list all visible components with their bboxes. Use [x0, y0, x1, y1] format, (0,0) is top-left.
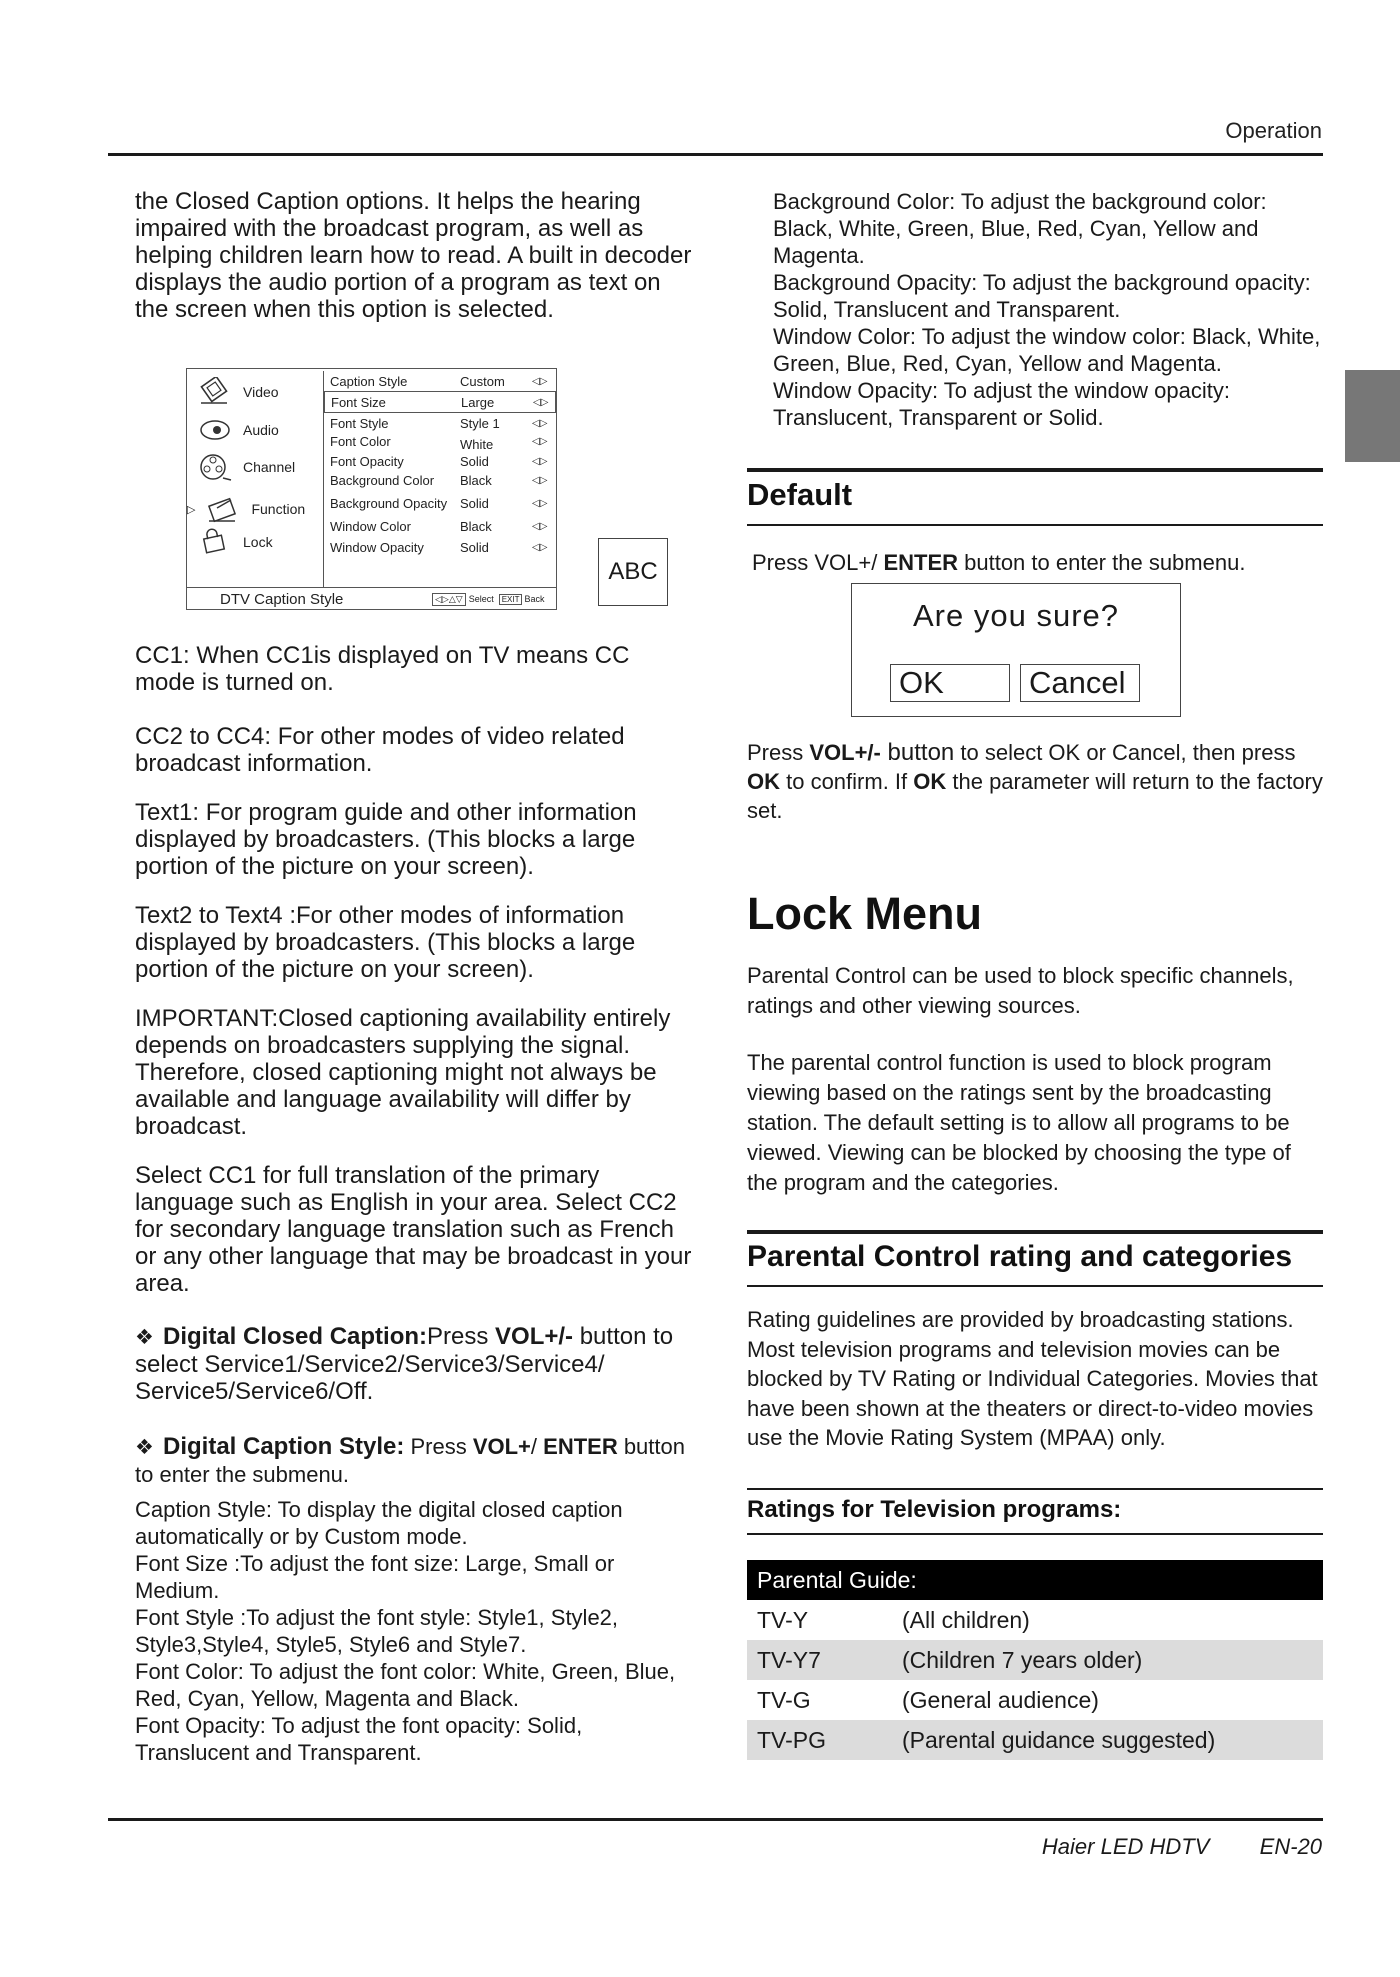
- setting-value: White: [460, 436, 494, 452]
- section-title: Operation: [1225, 118, 1322, 143]
- left-body: [135, 642, 695, 1766]
- key: OK: [747, 769, 780, 794]
- osd-sidebar-label: Audio: [243, 422, 279, 438]
- left-right-arrows-icon: ◁▷: [532, 435, 548, 447]
- paragraph: CC1: When CC1is displayed on TV means CC mode is turned on.: [135, 642, 630, 696]
- setting-name: Font Size: [331, 394, 386, 410]
- osd-footer-title: DTV Caption Style: [220, 590, 344, 608]
- rating-desc: (General audience): [902, 1686, 1099, 1713]
- osd-setting-row: [324, 493, 554, 513]
- setting-name: Caption Style: [330, 373, 408, 389]
- setting-value: Large: [461, 394, 495, 410]
- left-right-arrows-icon: ◁▷: [532, 520, 548, 532]
- continued-item: Background Color: To adjust the background color: Black, White, Green, Blue, Red, Cyan, Yellow and Magenta.: [773, 189, 1267, 268]
- left-right-arrows-icon: ◁▷: [532, 474, 548, 486]
- confirm-dialog: [851, 583, 1181, 717]
- osd-setting-row: [324, 371, 554, 391]
- confirm-paragraph: [747, 738, 1323, 825]
- default-enter: ENTER: [883, 550, 959, 575]
- item-key: VOL+: [472, 1434, 531, 1459]
- cancel-button[interactable]: Cancel: [1020, 664, 1140, 702]
- left-right-arrows-icon: ◁▷: [532, 417, 548, 429]
- paragraph: IMPORTANT:Closed captioning availability entirely depends on broadcasters supplying the signal. Therefore, closed captioning might not always be available and language availability will differ by broadcast.: [135, 1005, 671, 1140]
- text: Press: [747, 740, 810, 765]
- osd-setting-row: [324, 451, 554, 471]
- right-continued: [773, 188, 1323, 431]
- paragraph: Text1: For program guide and other information displayed by broadcasters. (This blocks a large portion of the picture on your screen).: [135, 799, 637, 880]
- rating-code: TV-G: [757, 1686, 811, 1713]
- diamond-bullet-icon: ❖: [135, 1326, 154, 1349]
- setting-name: Window Color: [330, 518, 411, 534]
- ratings-rule-top: [747, 1488, 1323, 1490]
- osd-sidebar-item-lock: [197, 527, 273, 557]
- table-row: [747, 1640, 1323, 1680]
- footer-rule: [108, 1818, 1323, 1821]
- style-subitem: Font Color: To adjust the font color: White, Green, Blue, Red, Cyan, Yellow, Magenta and Black.: [135, 1659, 676, 1711]
- osd-setting-row: [324, 516, 554, 536]
- text: button: [880, 739, 955, 766]
- osd-footer-select: Select: [468, 594, 494, 604]
- rating-code: TV-Y7: [757, 1646, 821, 1673]
- paragraph: Select CC1 for full translation of the primary language such as English in your area. Select CC2 for secondary language translation such as French or any other language that may be broadcast in your area.: [135, 1162, 692, 1297]
- video-icon: [197, 377, 233, 407]
- osd-sidebar-item-function: [187, 494, 305, 524]
- osd-sidebar-label: Function: [251, 501, 306, 517]
- osd-menu: [186, 368, 557, 610]
- setting-value: Black: [460, 518, 492, 534]
- left-right-arrows-icon: ◁▷: [532, 541, 548, 553]
- footer-product: Haier LED HDTV: [1041, 1834, 1210, 1859]
- function-icon: [205, 494, 241, 524]
- item-text: /: [530, 1434, 544, 1459]
- item-label: Digital Caption Style:: [163, 1433, 405, 1460]
- digital-cc-item: [135, 1323, 695, 1405]
- setting-name: Font Style: [330, 415, 389, 431]
- ok-button[interactable]: OK: [890, 664, 1010, 702]
- setting-name: Font Opacity: [330, 453, 404, 469]
- setting-name: Font Color: [330, 433, 391, 449]
- parental-paragraph: Rating guidelines are provided by broadcasting stations. Most television programs and television movies can be blocked by TV Rating or Individual Categories. Movies that have been shown at the theaters or direct-to-video movies use the Movie Rating System (MPAA) only.: [747, 1307, 1318, 1450]
- diamond-bullet-icon: ❖: [135, 1436, 154, 1459]
- item-text: Press: [404, 1434, 473, 1459]
- header-rule: [108, 153, 1323, 156]
- setting-value: Solid: [460, 539, 489, 555]
- rating-code: TV-Y: [757, 1606, 809, 1633]
- default-rest: button to enter the submenu.: [958, 550, 1246, 575]
- osd-sidebar-label: Video: [243, 384, 279, 400]
- item-key: VOL+/-: [495, 1323, 574, 1350]
- osd-sidebar-label: Channel: [243, 459, 296, 475]
- item-text: button to select Service1/Service2/Service3/Service4/ Service5/Service6/Off.: [135, 1323, 674, 1405]
- osd-setting-row: [324, 537, 554, 557]
- osd-sidebar-item-channel: [197, 452, 295, 482]
- style-subitem: Caption Style: To display the digital closed caption automatically or by Custom mode.: [135, 1497, 623, 1549]
- table-row: [747, 1600, 1323, 1640]
- default-heading: Default: [747, 477, 853, 512]
- continued-item: Window Opacity: To adjust the window opacity: Translucent, Transparent or Solid.: [773, 378, 1230, 430]
- style-subitems: [135, 1496, 695, 1766]
- setting-value: Solid: [460, 495, 489, 511]
- ratings-heading: Ratings for Television programs:: [747, 1496, 1122, 1523]
- lock-paragraph-1: Parental Control can be used to block specific channels, ratings and other viewing sources.: [747, 963, 1294, 1018]
- key: VOL+/-: [809, 740, 881, 765]
- lock-menu-heading: Lock Menu: [747, 888, 983, 939]
- caret-right-icon: ▷: [187, 503, 196, 516]
- lock-icon: [197, 527, 233, 557]
- footer-page-number: EN-20: [1259, 1834, 1322, 1859]
- default-rule-bottom: [747, 524, 1323, 526]
- osd-setting-row: [324, 470, 554, 490]
- intro-paragraph: the Closed Caption options. It helps the hearing impaired with the broadcast program, as well as helping children learn how to read. A built in decoder displays the audio portion of a program as text on the screen when this option is selected.: [135, 188, 692, 323]
- osd-setting-row: [324, 431, 554, 451]
- parental-rule-bottom: [747, 1285, 1323, 1287]
- caption-preview: ABC: [598, 538, 668, 606]
- osd-sidebar-item-video: [197, 377, 279, 407]
- left-right-arrows-icon: ◁▷: [532, 497, 548, 509]
- text: to select OK or Cancel, then press: [954, 740, 1296, 765]
- paragraph: Text2 to Text4 :For other modes of information displayed by broadcasters. (This blocks a large portion of the picture on your screen).: [135, 902, 636, 983]
- nav-arrows-icon: ◁▷△▽: [432, 593, 466, 606]
- footer: [1042, 1834, 1322, 1860]
- table-header: Parental Guide:: [747, 1560, 1323, 1600]
- side-tab: [1345, 370, 1400, 462]
- setting-value: Solid: [460, 453, 489, 469]
- table-row: [747, 1720, 1323, 1760]
- ratings-rule-bottom: [747, 1533, 1323, 1535]
- style-subitem: Font Opacity: To adjust the font opacity: Solid, Translucent and Transparent.: [135, 1713, 583, 1765]
- setting-value: Black: [460, 472, 492, 488]
- setting-value: Style 1: [460, 415, 500, 431]
- setting-name: Window Opacity: [330, 539, 424, 555]
- osd-setting-row-selected: [324, 391, 556, 413]
- continued-item: Window Color: To adjust the window color: Black, White, Green, Blue, Red, Cyan, Yellow and Magenta.: [773, 324, 1321, 376]
- style-subitem: Font Size :To adjust the font size: Large, Small or Medium.: [135, 1551, 615, 1603]
- left-right-arrows-icon: ◁▷: [532, 375, 548, 387]
- setting-value: Custom: [460, 373, 505, 389]
- osd-footer-exit: EXIT: [499, 594, 523, 605]
- channel-icon: [197, 452, 233, 482]
- osd-sidebar: [187, 369, 320, 587]
- digital-style-item: [135, 1433, 695, 1488]
- item-text: button to enter the submenu.: [135, 1434, 685, 1487]
- style-subitem: Font Style :To adjust the font style: Style1, Style2, Style3,Style4, Style5, Style6 and Style7.: [135, 1605, 619, 1657]
- parental-guide-table: [747, 1560, 1323, 1760]
- dialog-question: Are you sure?: [913, 598, 1119, 633]
- left-intro: [135, 188, 695, 345]
- parental-heading: Parental Control rating and categories: [747, 1240, 1293, 1273]
- default-rule-top: [747, 468, 1323, 472]
- audio-icon: [197, 415, 233, 445]
- item-label: Digital Closed Caption:: [163, 1323, 427, 1350]
- osd-settings: [323, 371, 554, 587]
- rating-code: TV-PG: [757, 1726, 827, 1753]
- osd-footer-back: Back: [524, 594, 545, 604]
- text: the parameter will return to the factory set.: [747, 769, 1323, 823]
- item-key: ENTER: [543, 1434, 618, 1459]
- text: to confirm. If: [780, 769, 914, 794]
- setting-name: Background Color: [330, 472, 435, 488]
- left-right-arrows-icon: ◁▷: [533, 396, 549, 408]
- key: OK: [913, 769, 947, 794]
- table-row: [747, 1680, 1323, 1720]
- setting-name: Background Opacity: [330, 495, 448, 511]
- left-right-arrows-icon: ◁▷: [532, 455, 548, 467]
- parental-rule-top: [747, 1230, 1323, 1234]
- lock-paragraph-2: The parental control function is used to block program viewing based on the ratings sent by the broadcasting station. The default setting is to allow all programs to be viewed. Viewing can be blocked by choosing the type of the program and the categories.: [747, 1050, 1291, 1195]
- osd-sidebar-item-audio: [197, 415, 279, 445]
- default-press: Press VOL+/: [752, 550, 884, 575]
- rating-desc: (Children 7 years older): [902, 1646, 1143, 1673]
- osd-sidebar-label: Lock: [243, 534, 273, 550]
- rating-desc: (Parental guidance suggested): [902, 1726, 1216, 1753]
- item-text: Press: [427, 1323, 496, 1350]
- rating-desc: (All children): [902, 1606, 1030, 1633]
- paragraph: CC2 to CC4: For other modes of video related broadcast information.: [135, 723, 625, 777]
- continued-item: Background Opacity: To adjust the background opacity: Solid, Translucent and Transparent.: [773, 270, 1311, 322]
- osd-footer: [187, 587, 556, 610]
- default-instruction: [752, 550, 1245, 576]
